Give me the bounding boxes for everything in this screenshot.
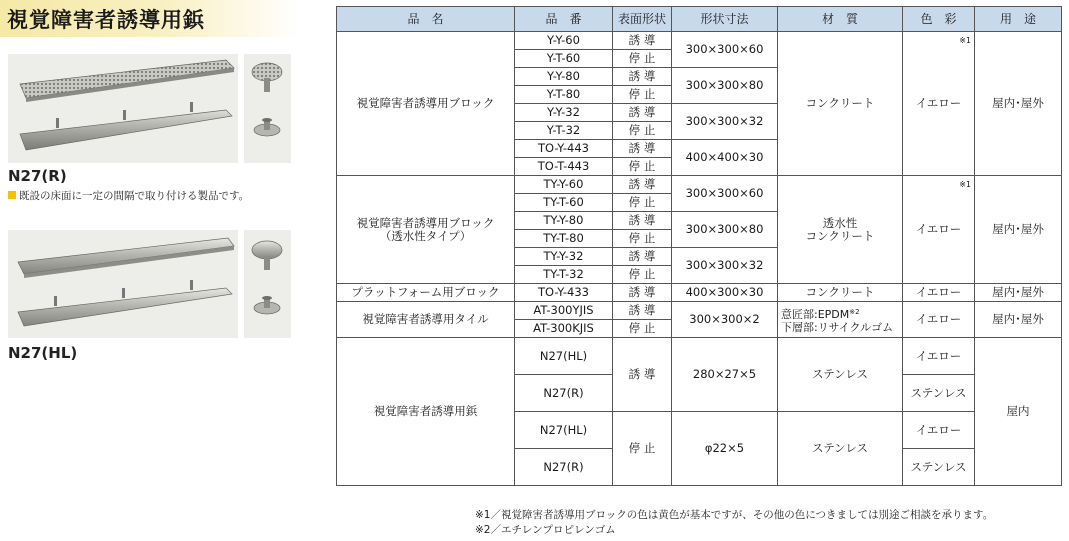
platform-surface: 誘 導 [613, 284, 672, 302]
block-size: 300×300×80 [672, 68, 778, 104]
block-color: イエロー [915, 96, 962, 110]
photo-n27hl-stud [244, 230, 291, 338]
product-images-panel [0, 0, 318, 541]
permeable-code: TY-Y-80 [515, 212, 613, 230]
header-product-name: 品 名 [337, 7, 515, 32]
tile-material-line1-wrap [781, 306, 902, 321]
platform-color: イエロー [903, 284, 975, 302]
stud-surface-guide: 誘 導 [613, 338, 672, 412]
permeable-code: TY-T-60 [515, 194, 613, 212]
permeable-size: 300×300×80 [672, 212, 778, 248]
block-surface: 停 止 [613, 86, 672, 104]
stud-code: N27(R) [515, 375, 613, 412]
tile-surface: 誘 導 [613, 302, 672, 320]
stud-size-guide: 280×27×5 [672, 338, 778, 412]
block-code: Y-T-80 [515, 86, 613, 104]
tile-code: AT-300YJIS [515, 302, 613, 320]
tile-material [778, 302, 903, 338]
permeable-material-line2: コンクリート [805, 228, 875, 243]
stud-surface-stop: 停 止 [613, 412, 672, 486]
n27hl-bars-illustration [8, 230, 238, 338]
block-code: TO-Y-443 [515, 140, 613, 158]
block-color-cell [903, 32, 975, 176]
tile-material-line2: 下層部:リサイクルゴム [781, 320, 894, 334]
block-surface: 誘 導 [613, 104, 672, 122]
block-size: 400×400×30 [672, 140, 778, 176]
tile-surface: 停 止 [613, 320, 672, 338]
stud-color: ステンレス [903, 449, 975, 486]
table-row [337, 284, 1062, 302]
stud-usage: 屋内 [975, 338, 1062, 486]
photo-n27r-bars [8, 54, 238, 163]
n27r-stud-illustration [244, 54, 291, 163]
note-bullet-square [8, 191, 16, 199]
header-material: 材 質 [778, 7, 903, 32]
tile-material-line1: 意匠部:EPDM [781, 307, 850, 321]
block-color-mark: ※1 [959, 36, 971, 45]
platform-code: TO-Y-433 [515, 284, 613, 302]
table-header-row [337, 7, 1062, 32]
permeable-name-line1: 視覚障害者誘導用ブロック [356, 215, 495, 230]
stud-color: ステンレス [903, 375, 975, 412]
stud-color: イエロー [903, 338, 975, 375]
note-text: 既設の床面に一定の間隔で取り付ける製品です。 [19, 190, 250, 202]
table-row [337, 32, 1062, 50]
platform-material: コンクリート [778, 284, 903, 302]
permeable-code: TY-Y-60 [515, 176, 613, 194]
footnotes [475, 508, 993, 538]
table-row [337, 338, 1062, 375]
platform-name: プラットフォーム用ブロック [337, 284, 515, 302]
tile-name: 視覚障害者誘導用タイル [337, 302, 515, 338]
permeable-surface: 停 止 [613, 266, 672, 284]
stud-code: N27(R) [515, 449, 613, 486]
tile-material-mark: ※2 [849, 307, 860, 316]
page-title: 視覚障害者誘導用鋲 [7, 8, 205, 32]
stud-size-stop: φ22×5 [672, 412, 778, 486]
product-label-n27r: N27(R) [8, 167, 67, 185]
photo-n27hl-bars [8, 230, 238, 338]
permeable-usage: 屋内･屋外 [975, 176, 1062, 284]
block-code: Y-Y-80 [515, 68, 613, 86]
table-row [337, 176, 1062, 194]
permeable-name [337, 176, 515, 284]
tile-code: AT-300KJIS [515, 320, 613, 338]
permeable-surface: 停 止 [613, 194, 672, 212]
block-material: コンクリート [778, 32, 903, 176]
permeable-code: TY-T-80 [515, 230, 613, 248]
stud-material: ステンレス [778, 338, 903, 412]
permeable-surface: 誘 導 [613, 248, 672, 266]
tile-usage: 屋内･屋外 [975, 302, 1062, 338]
permeable-color-cell [903, 176, 975, 284]
title-band [0, 0, 300, 37]
tile-size: 300×300×2 [672, 302, 778, 338]
block-surface: 誘 導 [613, 32, 672, 50]
permeable-color-mark: ※1 [959, 180, 971, 189]
n27hl-stud-illustration [244, 230, 291, 338]
permeable-surface: 誘 導 [613, 176, 672, 194]
permeable-name-line2: （透水性タイプ） [379, 228, 472, 243]
platform-size: 400×300×30 [672, 284, 778, 302]
block-size: 300×300×60 [672, 32, 778, 68]
block-code: Y-Y-60 [515, 32, 613, 50]
header-product-code: 品 番 [515, 7, 613, 32]
block-code: Y-T-60 [515, 50, 613, 68]
block-surface: 誘 導 [613, 140, 672, 158]
block-surface: 誘 導 [613, 68, 672, 86]
header-usage: 用 途 [975, 7, 1062, 32]
spec-table [336, 6, 1062, 486]
block-code: Y-Y-32 [515, 104, 613, 122]
n27r-bars-illustration [8, 54, 238, 163]
permeable-code: TY-Y-32 [515, 248, 613, 266]
block-name: 視覚障害者誘導用ブロック [337, 32, 515, 176]
block-surface: 停 止 [613, 122, 672, 140]
stud-code: N27(HL) [515, 412, 613, 449]
permeable-surface: 停 止 [613, 230, 672, 248]
permeable-color: イエロー [915, 222, 962, 236]
block-surface: 停 止 [613, 50, 672, 68]
permeable-surface: 誘 導 [613, 212, 672, 230]
block-usage: 屋内･屋外 [975, 32, 1062, 176]
block-surface: 停 止 [613, 158, 672, 176]
stud-name: 視覚障害者誘導用鋲 [337, 338, 515, 486]
platform-usage: 屋内･屋外 [975, 284, 1062, 302]
footnote-1: ※1／視覚障害者誘導用ブロックの色は黄色が基本ですが、その他の色につきましては別途ご相談を承ります。 [475, 509, 994, 521]
permeable-size: 300×300×60 [672, 176, 778, 212]
header-color: 色 彩 [903, 7, 975, 32]
header-surface: 表面形状 [613, 7, 672, 32]
stud-color: イエロー [903, 412, 975, 449]
product-note [8, 188, 249, 203]
table-row [337, 302, 1062, 320]
block-code: Y-T-32 [515, 122, 613, 140]
permeable-size: 300×300×32 [672, 248, 778, 284]
footnote-2: ※2／エチレンプロピレンゴム [475, 524, 616, 536]
header-dimensions: 形状寸法 [672, 7, 778, 32]
product-label-n27hl: N27(HL) [8, 344, 78, 362]
stud-code: N27(HL) [515, 338, 613, 375]
permeable-code: TY-T-32 [515, 266, 613, 284]
photo-n27r-stud [244, 54, 291, 163]
permeable-material-line1: 透水性 [822, 215, 858, 230]
block-code: TO-T-443 [515, 158, 613, 176]
stud-material: ステンレス [778, 412, 903, 486]
permeable-material [778, 176, 903, 284]
block-size: 300×300×32 [672, 104, 778, 140]
tile-color: イエロー [903, 302, 975, 338]
